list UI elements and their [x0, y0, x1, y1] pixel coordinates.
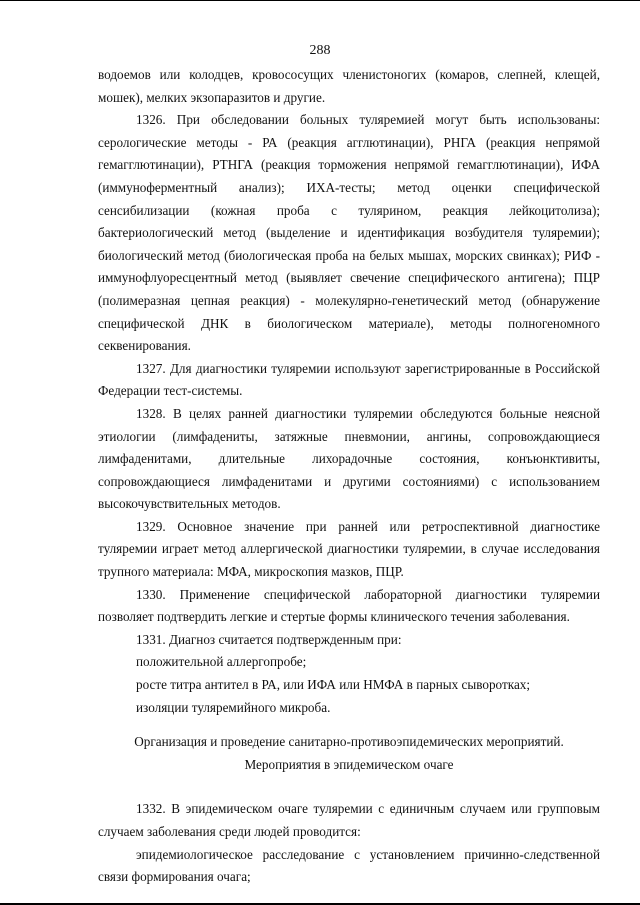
scan-edge-top	[0, 0, 640, 1]
subsection-heading: Мероприятия в эпидемическом очаге	[244, 756, 454, 772]
list-item: эпидемиологическое расследование с установлением причинно-следственной связи формирования очага;	[98, 846, 600, 885]
section-heading-block	[98, 731, 600, 776]
paragraph-1331: 1331. Диагноз считается подтвержденным при:	[136, 631, 402, 647]
document-body	[98, 64, 600, 889]
paragraph-1329: 1329. Основное значение при ранней или ретроспективной диагностике туляремии играет метод аллергической диагностики туляремии, в случае исследования трупного материала: МФА, микроскопия мазков, ПЦР.	[98, 518, 600, 580]
paragraph-1332: 1332. В эпидемическом очаге туляремии с единичным случаем или групповым случаем заболевания среди людей проводится:	[98, 801, 600, 839]
section-heading: Организация и проведение санитарно-противоэпидемических мероприятий.	[134, 734, 564, 750]
list-item: росте титра антител в РА, или ИФА или НМФА в парных сыворотках;	[136, 677, 531, 693]
intro-paragraph: водоемов или колодцев, кровососущих членистоногих (комаров, слепней, клещей, мошек), мелких экзопаразитов и другие.	[98, 67, 600, 105]
paragraph-1327: 1327. Для диагностики туляремии используют зарегистрированные в Российской Федерации тест-системы.	[98, 360, 600, 399]
page-number: 288	[309, 43, 331, 58]
list-item: положительной аллергопробе;	[136, 654, 307, 670]
paragraph-1328: 1328. В целях ранней диагностики туляремии обследуются больные неясной этиологии (лимфадениты, затяжные пневмонии, ангины, сопровождающиеся лимфаденитами, длительные лихорадочные состояния, конъюнктивиты, сопровождающиеся лимфаденитами и другими состояниями) с использованием высокочувствительных методов.	[98, 405, 600, 512]
list-item: изоляции туляремийного микроба.	[136, 699, 331, 715]
paragraph-1330: 1330. Применение специфической лабораторной диагностики туляремии позволяет подтвердить легкие и стертые формы клинического течения заболевания.	[98, 586, 600, 625]
paragraph-1326: 1326. При обследовании больных туляремией могут быть использованы: серологические методы - РА (реакция агглютинации), РНГА (реакция непрямой гемагглютинации), РТНГА (реакция торможения непрямой гемагглютинации), ИФА (иммуноферментный анализ); ИХА-тесты; метод оценки специфической сенсибилизации (кожная проба с тулярином, реакция лейкоцитолиза); бактериологический метод (выделение и идентификация возбудителя туляремии); биологический метод (биологическая проба на белых мышах, морских свинках); РИФ - иммунофлуоресцентный метод (выявляет свечение специфического антигена); ПЦР (полимеразная цепная реакция) - молекулярно-генетический метод (обнаружение специфической ДНК в биологическом материале), методы полногеномного секвенирования.	[98, 112, 600, 354]
